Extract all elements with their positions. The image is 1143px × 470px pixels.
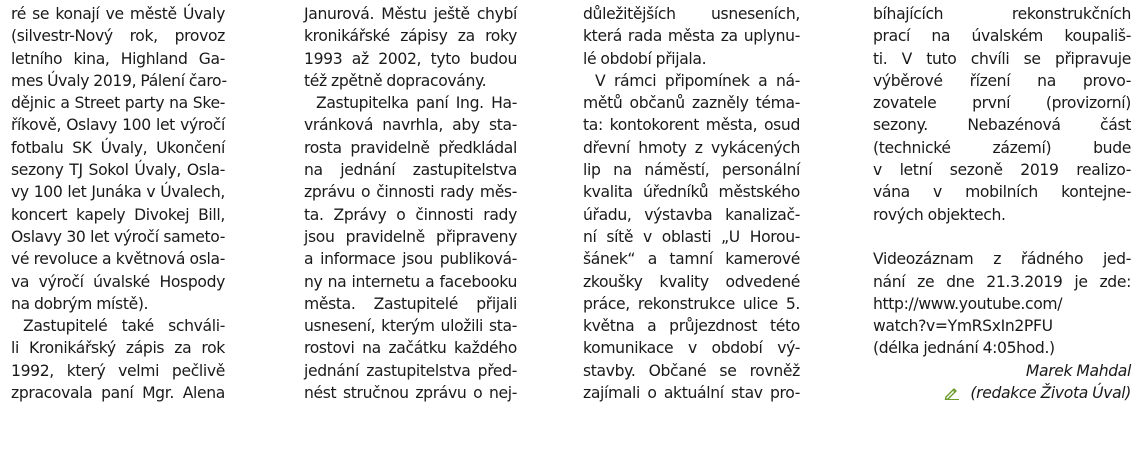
video-link-line: http://www.youtube.com/ — [873, 294, 1063, 313]
text-line: (silvestr-Nový rok, provoz — [11, 27, 225, 46]
video-text-line: nání ze dne 21.3.2019 je zde: — [873, 272, 1131, 291]
text-line: kvalita úředníků městského — [583, 183, 800, 202]
text-line: dějnic a Street party na Ske- — [11, 94, 225, 113]
text-line: zajímali o aktuální stav pro- — [583, 384, 800, 403]
article-column-2 — [304, 3, 517, 404]
text-line: 1992, který velmi pečlivě — [11, 361, 225, 380]
text-line: Oslavy 30 let výročí sameto- — [11, 227, 225, 246]
text-line: rových objektech. — [873, 205, 1006, 224]
text-line: li Kronikářský zápis za rok — [11, 339, 225, 358]
text-line: lé období přijala. — [583, 49, 707, 68]
text-line: mes Úvaly 2019, Pálení čaro- — [11, 71, 227, 90]
text-line: důležitějších usneseních, — [583, 5, 800, 23]
article-column-4 — [873, 3, 1131, 404]
text-line: též zpětně dopracovány. — [304, 71, 487, 90]
text-line: zkoušky kvality odvedené — [583, 272, 800, 291]
text-line: výběrové řízení na provo- — [873, 71, 1131, 90]
text-line: Zastupitelka paní Ing. Ha- — [316, 94, 517, 113]
pen-icon — [944, 384, 960, 398]
text-line: sezony. Nebazénová část — [873, 116, 1131, 135]
text-line: (technické zázemí) bude — [873, 138, 1131, 157]
text-line: úřadu, výstavba kanalizač- — [583, 205, 800, 224]
text-line: ny na internetu a facebooku — [304, 272, 517, 291]
text-line: zovatele první (provizorní) — [873, 94, 1131, 113]
article-column-3 — [583, 3, 800, 404]
text-line: mětů občanů zazněly téma- — [583, 94, 800, 113]
text-line: letního kina, Highland Ga- — [11, 49, 225, 68]
text-line: vé revoluce a květnová osla- — [11, 250, 225, 269]
text-line: nést stručnou zprávu o nej- — [304, 384, 517, 403]
text-line: ré se konají ve městě Úvaly — [11, 5, 225, 23]
text-line: stavby. Občané se rovněž — [583, 361, 800, 380]
video-text-line: Videozáznam z řádného jed- — [873, 250, 1131, 269]
text-line: na jednání zastupitelstva — [304, 161, 517, 180]
text-line: va výročí úvalské Hospody — [11, 272, 225, 291]
text-line: fotbalu SK Úvaly, Ukončení — [11, 138, 225, 157]
text-line: vána v mobilních kontejne- — [873, 183, 1131, 202]
text-line: města. Zastupitelé přijali — [304, 294, 517, 313]
text-line: Zastupitelé také schváli- — [23, 317, 225, 336]
text-line: V rámci připomínek a ná- — [595, 71, 800, 90]
text-line: ta. Zprávy o činnosti rady — [304, 205, 517, 224]
video-text-line: (délka jednání 4:05hod.) — [873, 339, 1055, 358]
text-line: která rada města za uplynu- — [583, 27, 800, 46]
text-line: rostovi na začátku každého — [304, 339, 517, 358]
text-line: a informace jsou publiková- — [304, 250, 517, 269]
article-column-1 — [11, 3, 225, 404]
text-line: lip na náměstí, personální — [583, 161, 800, 180]
text-line: prací na úvalském koupališ- — [873, 27, 1131, 46]
text-line: zprávu o činnosti rady měs- — [304, 183, 517, 202]
text-line: sezony TJ Sokol Úvaly, Osla- — [11, 161, 225, 180]
paragraph-gap — [873, 226, 1131, 248]
text-line: vy 100 let Junáka v Úvalech, — [11, 183, 225, 202]
text-line: bíhajících rekonstrukčních — [873, 5, 1131, 23]
text-line: komunikace v období vý- — [583, 339, 800, 358]
author-name: Marek Mahdal — [1025, 361, 1131, 380]
text-line: jednání zastupitelstva před- — [304, 361, 517, 380]
text-line: koncert kapely Divokej Bill, — [11, 205, 225, 224]
text-line: dřevní hmoty z vykácených — [583, 138, 800, 157]
text-line: ti. V tuto chvíli se připravuje — [873, 49, 1131, 68]
text-line: šánek“ a tamní kamerové — [583, 250, 800, 269]
text-line: říkově, Oslavy 100 let výročí — [11, 116, 225, 135]
text-line: Janurová. Městu ještě chybí — [304, 5, 517, 23]
text-line: usnesení, kterým uložili sta- — [304, 317, 517, 336]
author-affiliation-line — [873, 382, 1131, 404]
text-line: na dobrým místě). — [11, 294, 149, 313]
text-line: zpracovala paní Mgr. Alena — [11, 384, 225, 403]
text-line: vránková navrhla, aby sta- — [304, 116, 517, 135]
text-line: května a průjezdnost této — [583, 317, 800, 336]
text-line: rosta pravidelně předkládal — [304, 138, 517, 157]
video-link-line: watch?v=YmRSxIn2PFU — [873, 317, 1053, 336]
text-line: ta: kontokorent města, osud — [583, 116, 800, 135]
author-affiliation: (redakce Života Úval) — [970, 384, 1131, 403]
text-line: 1993 až 2002, tyto budou — [304, 49, 517, 68]
text-line: v letní sezoně 2019 realizo- — [873, 161, 1131, 180]
text-line: práce, rekonstrukce ulice 5. — [583, 294, 800, 313]
text-line: kronikářské zápisy za roky — [304, 27, 517, 46]
text-line: jsou pravidelně připraveny — [304, 227, 517, 246]
text-line: ní sítě v oblasti „U Horou- — [583, 227, 800, 246]
